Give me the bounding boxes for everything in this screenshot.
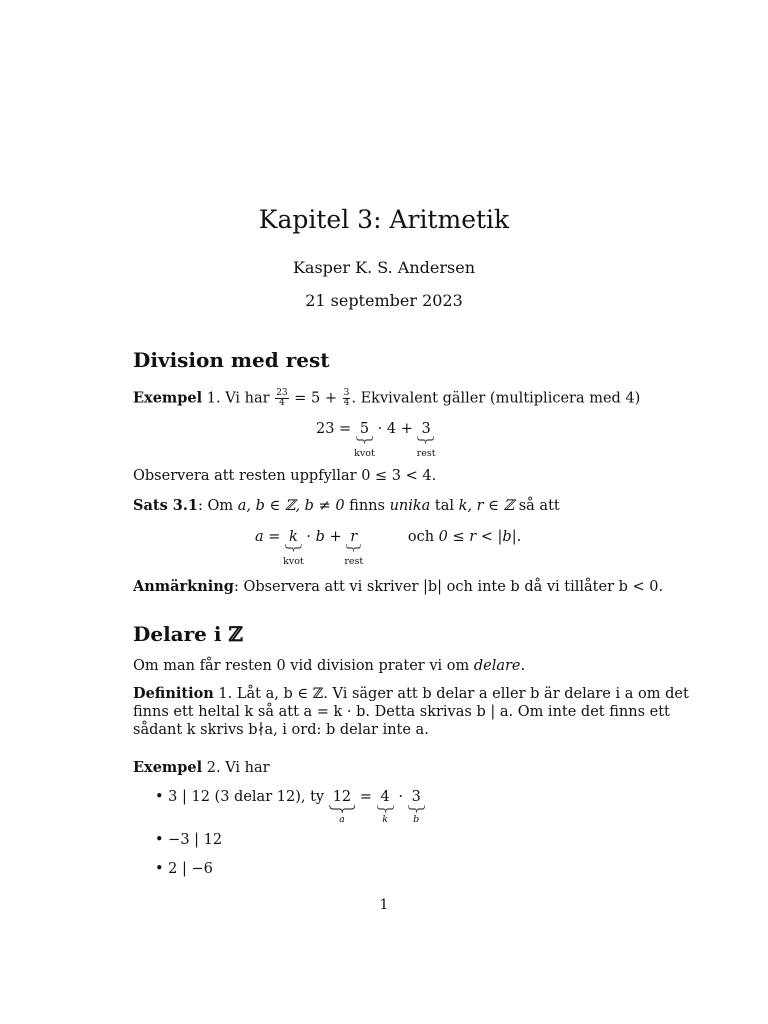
divisor-intro: Om man får resten 0 vid division prater vi om delare.: [133, 658, 526, 674]
bullet-icon: •: [155, 832, 164, 848]
underbrace-b: 3 b: [408, 789, 425, 805]
fraction-23-4: $\frac{23}{4}$: [276, 388, 288, 408]
theorem-label: Sats 3.1: [133, 497, 199, 514]
section-heading-divisors: Delare i ℤ: [133, 622, 244, 646]
definition-line-2: finns ett heltal k så att a = k · b. Detta skrivas b | a. Om inte det finns ett: [133, 704, 670, 720]
example-label: Exempel: [133, 389, 203, 407]
underbrace-k: k kvot: [283, 529, 304, 567]
definition-1: Definition 1. Låt a, b ∈ ℤ. Vi säger att b delar a eller b är delare i a om det: [133, 685, 689, 702]
underbrace-quotient: 5 kvot: [354, 421, 375, 459]
underbrace-remainder: 3 rest: [416, 421, 436, 459]
theorem-3-1: Sats 3.1: Om a, b ∈ ℤ, b ≠ 0 finns unika tal k, r ∈ ℤ så att: [133, 497, 560, 514]
list-item: • −3 | 12: [155, 832, 223, 848]
fraction-3-4: $\frac{3}{4}$: [343, 388, 350, 408]
list-item: • 2 | −6: [155, 861, 213, 877]
page-number: 1: [379, 897, 389, 913]
bullet-icon: •: [155, 789, 164, 805]
display-equation-1: 23 = 5 kvot · 4 + 3 rest: [316, 421, 436, 459]
date: 21 september 2023: [305, 291, 463, 310]
bullet-icon: •: [155, 861, 164, 877]
author: Kasper K. S. Andersen: [292, 258, 476, 277]
display-equation-2: a = k kvot · b + r rest och 0 ≤ r < |b|.: [255, 529, 522, 567]
example-text: Vi har: [225, 390, 270, 407]
underbrace-k: 4 k: [377, 789, 394, 805]
underbrace-a: 12 a: [329, 789, 355, 805]
underbrace-r: r rest: [344, 529, 364, 567]
definition-line-3: sådant k skrivs b∤a, i ord: b delar inte a.: [133, 722, 429, 738]
example-number: 1.: [206, 390, 221, 407]
remark: Anmärkning: Observera att vi skriver |b| och inte b då vi tillåter b < 0.: [133, 578, 664, 595]
definition-label: Definition: [133, 685, 214, 702]
example-1: Exempel 1. Vi har $\frac{23}{4}$ = 5 + $\frac{3}{4}$ . Ekvivalent gäller (multiplicera med 4): [133, 388, 641, 408]
observation: Observera att resten uppfyllar 0 ≤ 3 < 4.: [133, 468, 437, 484]
list-item: • 3 | 12 (3 delar 12), ty 12 a = 4 k · 3 b: [155, 789, 425, 805]
example-2: Exempel 2. Vi har: [133, 759, 270, 776]
remark-label: Anmärkning: [133, 578, 234, 595]
document-title: Kapitel 3: Aritmetik: [258, 205, 510, 234]
section-heading-division: Division med rest: [133, 348, 330, 372]
example-label: Exempel: [133, 759, 203, 776]
